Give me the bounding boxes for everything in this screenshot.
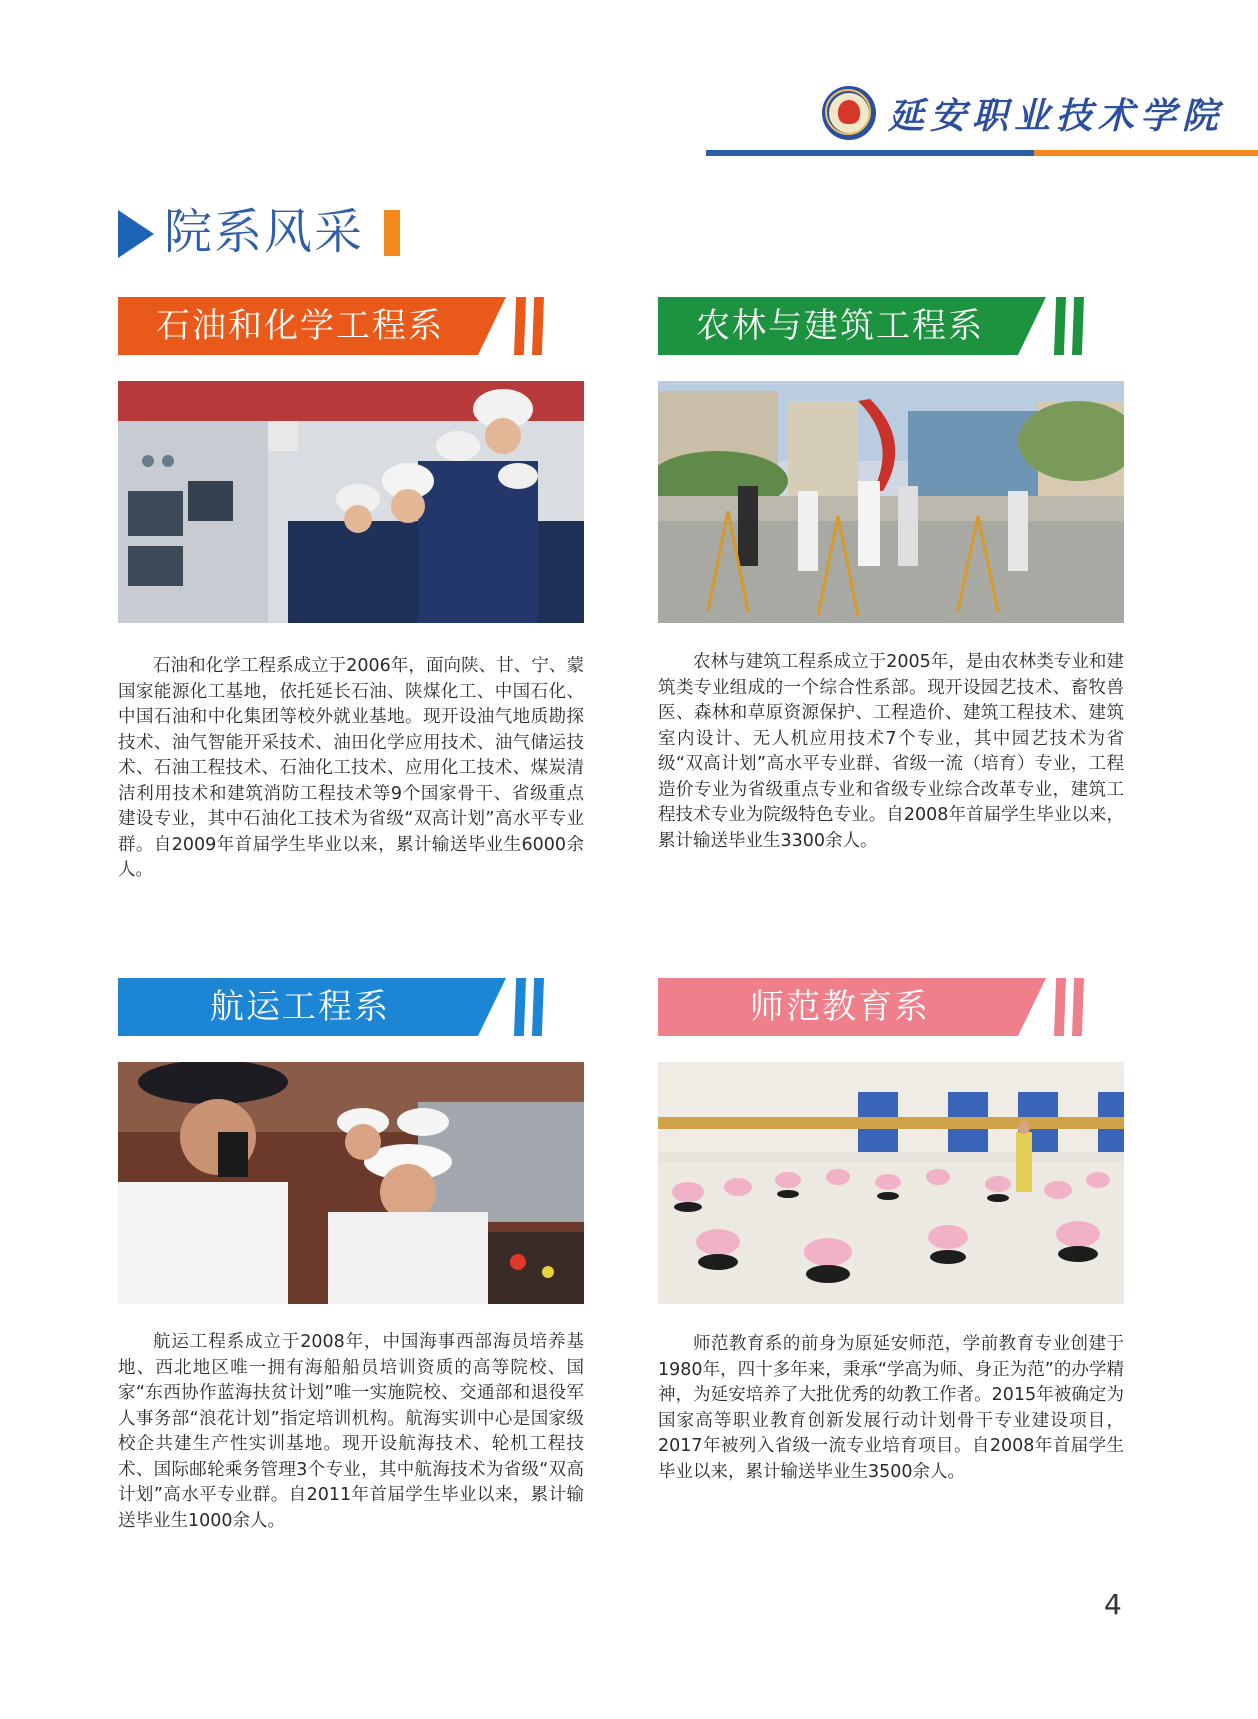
school-name: 延安职业技术学院: [888, 94, 1225, 137]
department-title: 石油和化学工程系: [156, 306, 444, 346]
department-description: 石油和化学工程系成立于2006年，面向陕、甘、宁、蒙国家能源化工基地，依托延长石油、陕煤化工、中国石化、中国石油和中化集团等校外就业基地。现开设油气地质勘探技术、油气智能开采技术、油田化学应用技术、油气储运技术、石油工程技术、石油化工技术、应用化工技术、煤炭清洁利用技术和建筑消防工程技术等9个国家骨干、省级重点建设专业，其中石油化工技术为省级“双高计划”高水平专业群。自2009年首届学生毕业以来，累计输送毕业生6000余人。: [118, 656, 584, 880]
department-description: 师范教育系的前身为原延安师范，学前教育专业创建于1980年，四十多年来，秉承“学高为师、身正为范”的办学精神，为延安培养了大批优秀的幼教工作者。2015年被确定为国家高等职业教育创新发展行动计划骨干专业建设项目，2017年被列入省级一流专业培育项目。自2008年首届学生毕业以来，累计输送毕业生3500余人。: [658, 1334, 1124, 1482]
header-rule-blue: [706, 150, 1034, 156]
dance-classroom-photo: [658, 1062, 1124, 1304]
header-rule-orange: [1034, 150, 1258, 156]
department-banner-education: [658, 978, 1078, 1036]
page-number: 4: [1104, 1588, 1122, 1621]
surveying-practice-photo: [658, 381, 1124, 623]
department-title: 航运工程系: [210, 987, 390, 1027]
school-emblem-icon: [822, 86, 876, 140]
department-title: 农林与建筑工程系: [696, 306, 984, 346]
department-description: 农林与建筑工程系成立于2005年，是由农林类专业和建筑类专业组成的一个综合性系部。现开设园艺技术、畜牧兽医、森林和草原资源保护、工程造价、建筑工程技术、建筑室内设计、无人机应用技术7个专业，其中园艺技术为省级“双高计划”高水平专业群、省级一流（培育）专业，工程造价专业为省级重点专业和省级专业综合改革专业，建筑工程技术专业为院级特色专业。自2008年首届学生毕业以来，累计输送毕业生3300余人。: [658, 652, 1124, 851]
department-title: 师范教育系: [750, 987, 930, 1027]
section-title-bar: [384, 210, 400, 256]
department-banner-shipping: [118, 978, 538, 1036]
department-description: 航运工程系成立于2008年，中国海事西部海员培养基地、西北地区唯一拥有海船船员培训资质的高等院校、国家“东西协作蓝海扶贫计划”唯一实施院校、交通部和退役军人事务部“浪花计划”指定培训机构。航海实训中心是国家级校企共建生产性实训基地。现开设航海技术、轮机工程技术、国际邮轮乘务管理3个专业，其中航海技术为省级“双高计划”高水平专业群。自2011年首届学生毕业以来，累计输送毕业生1000余人。: [118, 1332, 584, 1531]
maritime-bridge-training-photo: [118, 1062, 584, 1304]
chemical-lab-training-photo: [118, 381, 584, 623]
school-logo: [822, 86, 1224, 140]
section-title: 院系风采: [164, 204, 365, 260]
section-arrow-icon: [118, 210, 154, 258]
department-banner-petroleum: [118, 297, 538, 355]
department-banner-agriculture: [658, 297, 1078, 355]
